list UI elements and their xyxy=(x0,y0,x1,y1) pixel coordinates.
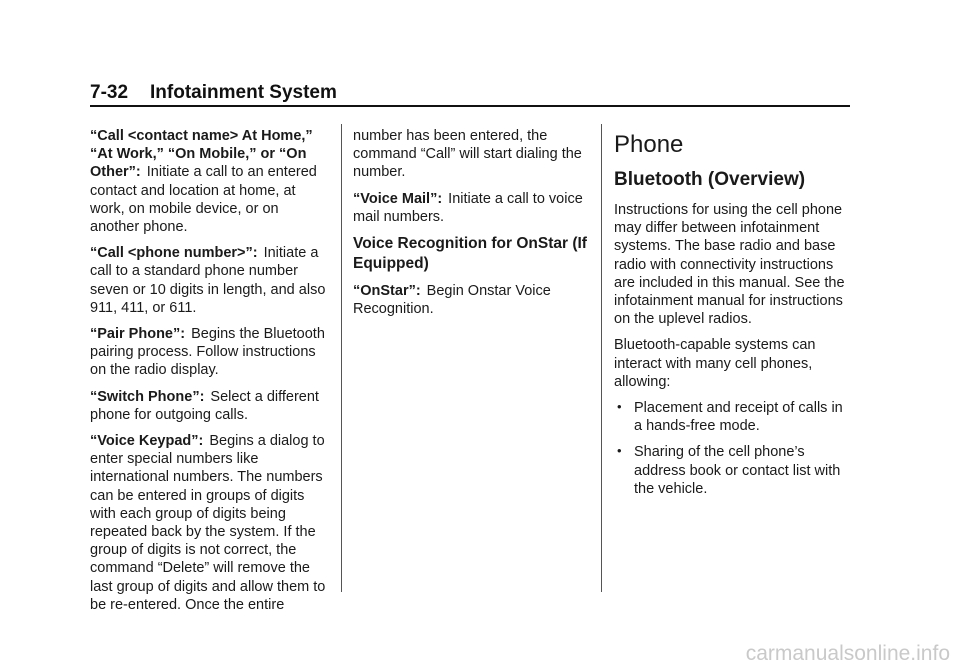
entry-pair-phone xyxy=(90,325,330,380)
bluetooth-para-2: Bluetooth-capable systems can interact with many cell phones, allowing: xyxy=(614,337,816,390)
bluetooth-heading: Bluetooth (Overview) xyxy=(614,169,806,190)
bluetooth-feature-list xyxy=(614,399,854,498)
site-watermark: carmanualsonline.info xyxy=(745,642,950,665)
header-rule xyxy=(90,105,850,107)
left-column xyxy=(90,127,330,622)
section-title: Infotainment System xyxy=(150,82,337,103)
entry-text: Initiate a call to an entered contact and location at home, at work, on mobile device, or on another phone. xyxy=(90,164,317,236)
entry-voice-mail xyxy=(353,190,593,226)
bluetooth-para-1: Instructions for using the cell phone may differ between infotainment systems. The base radio and base radio with connectivity instructions are included in this manual. See the infotainment manual for instructions on the uplevel radios. xyxy=(614,202,845,328)
entry-text: Begin Onstar Voice Recognition. xyxy=(353,283,551,318)
page-header xyxy=(90,82,850,104)
list-item: • Sharing of the cell phone’s address book or contact list with the vehicle. xyxy=(617,443,841,497)
entry-text: Select a different phone for outgoing calls. xyxy=(90,388,319,423)
entry-text: Initiate a call to voice mail numbers. xyxy=(353,190,583,225)
bullet-icon: • xyxy=(617,443,622,459)
entry-text: Initiate a call to a standard phone number seven or 10 digits in length, and also 911, 411, or 611. xyxy=(90,245,326,316)
entry-text: Begins a dialog to enter special numbers like international numbers. The numbers can be entered in groups of digits with each group of digits being repeated back by the system. If the group of digits is not correct, the command “Delete” will remove the last group of digits and allow them to be re-entered. Once the entire xyxy=(90,433,326,613)
continuation-text: number has been entered, the command “Call” will start dialing the number. xyxy=(353,128,582,181)
entry-term: “Voice Keypad”: xyxy=(90,433,204,450)
entry-call-number xyxy=(90,244,330,317)
entry-voice-keypad xyxy=(90,432,330,614)
entry-call-contact xyxy=(90,127,330,236)
column-divider-1 xyxy=(341,124,342,592)
entry-term: “Pair Phone”: xyxy=(90,326,186,343)
column-divider-2 xyxy=(601,124,602,592)
bullet-icon: • xyxy=(617,399,622,415)
onstar-subheading: Voice Recognition for OnStar (If Equipped) xyxy=(353,235,587,273)
entry-term: “Call <contact name> At Home,” “At Work,” “On Mobile,” or “On Other”: xyxy=(90,128,313,181)
list-item: • Placement and receipt of calls in a hands-free mode. xyxy=(617,399,843,435)
phone-heading: Phone xyxy=(614,131,684,158)
entry-onstar xyxy=(353,282,593,318)
middle-column xyxy=(353,127,593,326)
entry-term: “OnStar”: xyxy=(353,283,421,300)
entry-term: “Voice Mail”: xyxy=(353,190,443,207)
entry-text: Begins the Bluetooth pairing process. Follow instructions on the radio display. xyxy=(90,326,325,379)
entry-term: “Switch Phone”: xyxy=(90,388,205,405)
entry-term: “Call <phone number>”: xyxy=(90,245,258,262)
entry-switch-phone xyxy=(90,388,330,424)
right-column xyxy=(614,127,854,506)
page-number: 7-32 xyxy=(90,82,129,103)
